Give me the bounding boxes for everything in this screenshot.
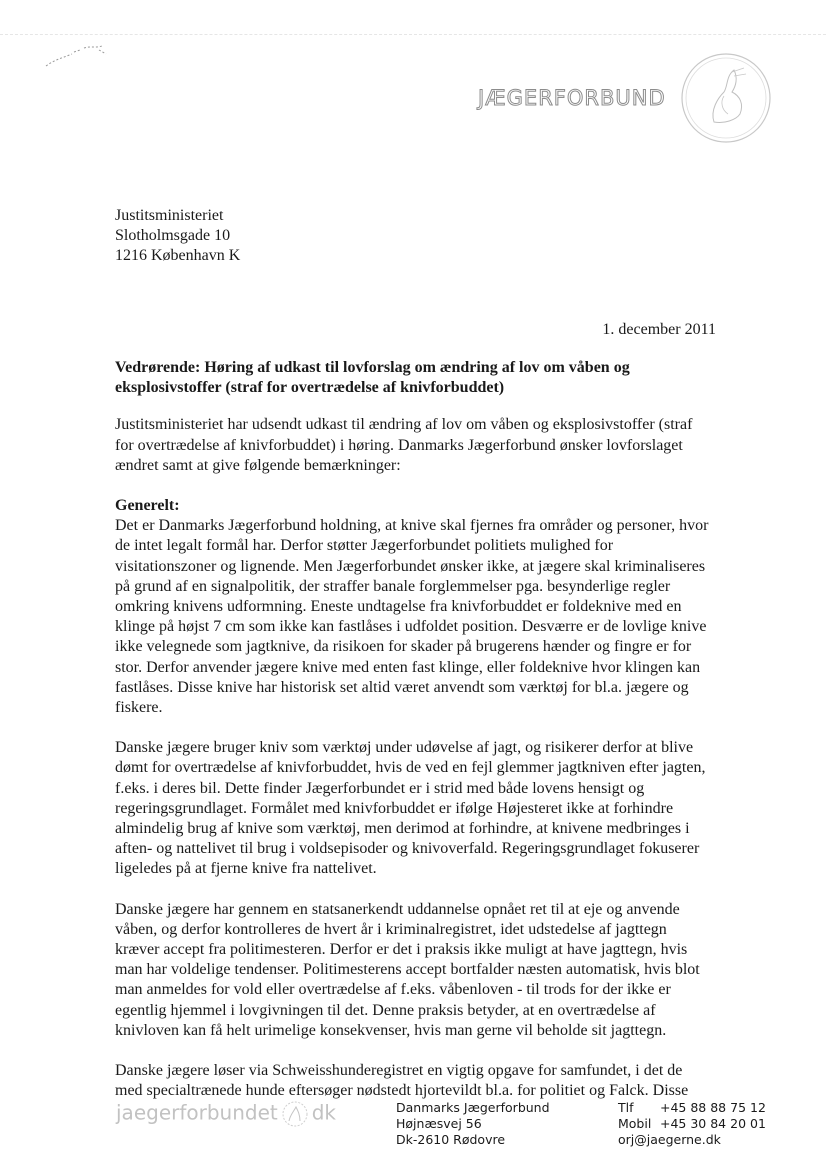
footer-logo-right: dk — [311, 1100, 337, 1125]
recipient-address — [115, 206, 240, 266]
phone-number: +45 88 88 75 12 — [660, 1100, 766, 1115]
letter-date: 1. december 2011 — [602, 321, 716, 338]
recipient-street: Slotholmsgade 10 — [115, 227, 231, 244]
footer-street: Højnæsvej 56 — [396, 1116, 482, 1131]
footer-postal: Dk-2610 Rødovre — [396, 1132, 506, 1147]
general-heading: Generelt: — [115, 497, 180, 515]
footer-org-name: Danmarks Jægerforbund — [396, 1100, 550, 1115]
organization-logo-text: JÆGERFORBUND — [478, 86, 666, 110]
phone-label: Tlf — [618, 1100, 634, 1115]
footer-phone-row — [618, 1100, 766, 1116]
letter-subject — [115, 358, 713, 398]
page-top-border — [0, 34, 826, 35]
letter-body — [115, 358, 713, 1122]
footer-logo-left: jaegerforbundet — [116, 1100, 278, 1125]
paragraph-2: Danske jægere bruger kniv som værktøj under udøvelse af jagt, og risikerer derfor at blive dømt for overtrædelse af knivforbuddet, hvis de ved en fejl glemmer jagtkniven efter jagten, f.eks. i deres bil. Dette finder Jægerforbundet er i strid med både lovens hensigt og regeringsgrundlaget. Formålet med knivforbuddet er ifølge Højesteret ikke at forhindre almindelig brug af knive som værktøj, men derimod at forhindre, at knivene medbringes i aften- og nattelivet til brug i voldsepisoder og knivoverfald. Regeringsgrundlaget fokuserer ligeledes på at fjerne knive fra nattelivet. — [115, 739, 706, 878]
footer-website-logo — [116, 1099, 336, 1129]
footer-address — [396, 1100, 550, 1148]
deer-emblem-icon — [278, 1099, 312, 1129]
footer-contact — [618, 1100, 766, 1148]
footer-mobile-row — [618, 1116, 766, 1132]
organization-seal-icon — [680, 52, 772, 144]
subject-label: Vedrørende — [115, 359, 195, 376]
paragraph-4: Danske jægere løser via Schweisshunderegistret en vigtig opgave for samfundet, i det de med specialtrænede hunde eftersøger nødstedt hjortevildt bl.a. for politiet og Falck. Disse — [115, 1062, 689, 1100]
recipient-city: 1216 København K — [115, 247, 241, 264]
footer-email: orj@jaegerne.dk — [618, 1132, 721, 1147]
recipient-name: Justitsministeriet — [115, 207, 224, 224]
general-section — [115, 496, 713, 718]
intro-paragraph: Justitsministeriet har udsendt udkast til ændring af lov om våben og eksplosivstoffer (straf for overtrædelse af knivforbuddet) i høring. Danmarks Jægerforbund ønsker lovforslaget ændret samt at give følgende bemærkninger: — [115, 416, 693, 474]
subject-text: : Høring af udkast til lovforslag om ændring af lov om våben og eksplosivstoffer (straf for overtrædelse af knivforbuddet) — [115, 359, 630, 397]
mobile-number: +45 30 84 20 01 — [660, 1116, 766, 1131]
general-paragraph: Det er Danmarks Jægerforbund holdning, at knive skal fjernes fra områder og personer, hvor de intet legalt formål har. Derfor støtter Jægerforbundet politiets mulighed for visitationszoner og lignende. Men Jægerforbundet ønsker ikke, at jægere skal kriminaliseres på grund af en signalpolitik, der straffer banale forglemmelser pga. besynderlige regler omkring knivens udformning. Eneste undtagelse fra knivforbuddet er foldeknive med en klinge på højst 7 cm som ikke kan fastlåses i udfoldet position. Desværre er de lovlige knive ikke velegnede som jagtknive, da risikoen for skader på brugerens hænder og fingre er for stor. Derfor anvender jægere knive med enten fast klinge, eller foldeknive hvor klingen kan fastlåses. Disse knive har historisk set altid været anvendt som værktøj for bl.a. jægere og fiskere. — [115, 517, 709, 717]
handwritten-mark-icon — [44, 42, 114, 72]
paragraph-3: Danske jægere har gennem en statsanerkendt uddannelse opnået ret til at eje og anvende våben, og derfor kontrolleres de hvert år i kriminalregistret, idet udstedelse af jagttegn kræver accept fra politimesteren. Derfor er det i praksis ikke muligt at have jagttegn, hvis man har voldelige tendenser. Politimesterens accept bortfalder næsten automatisk, hvis blot man anmeldes for vold eller overtrædelse af f.eks. våbenloven - til trods for der ikke er egentlig hjemmel i lovgivningen til det. Denne praksis betyder, at en overtrædelse af knivloven kan få helt urimelige konsekvenser, hvis man gerne vil beholde sit jagttegn. — [115, 900, 700, 1039]
mobile-label: Mobil — [618, 1116, 652, 1131]
